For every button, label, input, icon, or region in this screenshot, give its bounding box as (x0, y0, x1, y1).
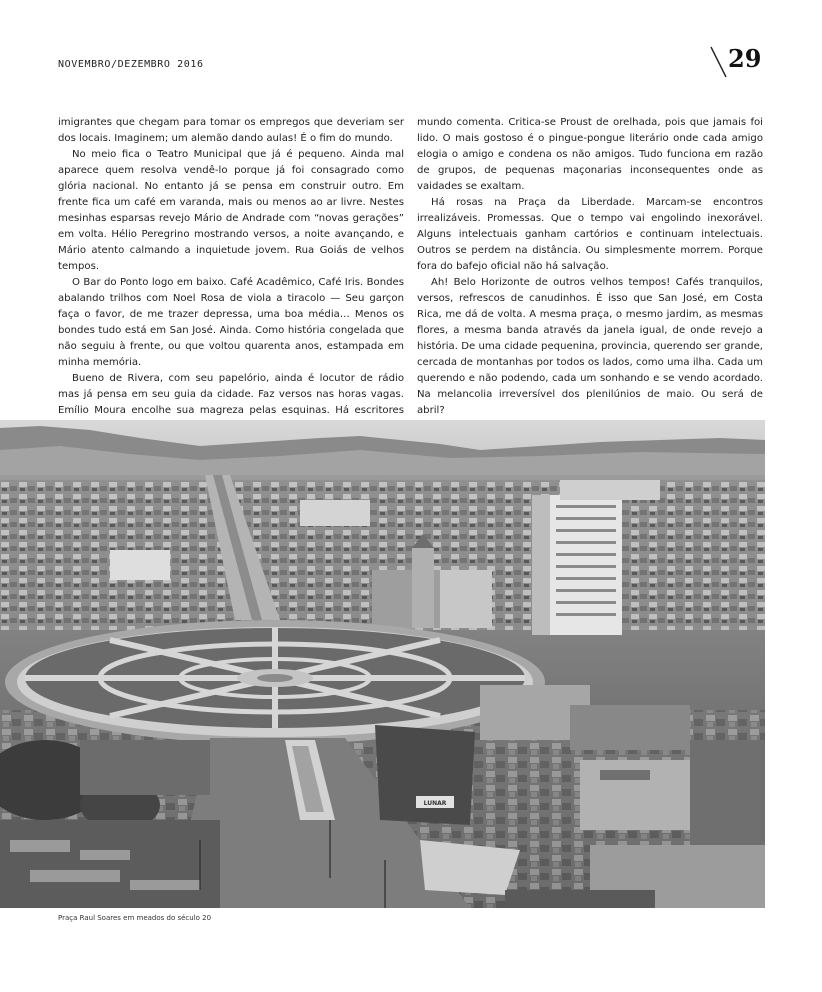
paragraph: imigrantes que chegam para tomar os empregos que deveriam ser dos locais. Imaginem; um alemão dando aulas! É o fim do mundo. (58, 117, 404, 144)
historic-city-photo (0, 420, 765, 908)
paragraph: Bueno de Rivera, com seu papelório, ainda é locutor de rádio mas já pensa em seu guia da cidade. Faz versos nas horas vagas. Emílio Moura encolhe sua magreza pelas esquinas. Há escritores (58, 373, 404, 416)
header-slash-divider (708, 46, 730, 78)
article-column-left (58, 115, 404, 467)
photo-caption: Praça Raul Soares em meados do século 20 (58, 914, 212, 922)
paragraph: mundo comenta. Critica-se Proust de orelhada, pois que jamais foi lido. O mais gostoso é o pingue-pongue literário onde cada amigo elogia o amigo e condena os não amigos. Tudo funciona em razão de grupos, de pequenas maçonarias inconsequentes onde as vaidades se exaltam. (417, 117, 763, 192)
article-column-right (417, 115, 763, 451)
paragraph: Há rosas na Praça da Liberdade. Marcam-se encontros irrealizáveis. Promessas. Que o tempo vai engolindo inexorável. Alguns intelectuais ganham cartórios e continuam intelectuais. Outros se perdem na distância. Ou simplesmente morrem. Porque fora do bafejo oficial não há salvação. (417, 197, 763, 272)
paragraph: Ah! Belo Horizonte de outros velhos tempos! Cafés tranquilos, versos, refrescos de canudinhos. É isso que San José, em Costa Rica, me dá de volta. A mesma praça, o mesmo jardim, as mesmas flores, a mesma banda através da janela igual, de onde revejo a história. De uma cidade pequenina, provincia, querendo ser grande, cercada de montanhas por todos os lados, como uma ilha. Cada um querendo e não podendo, cada um sonhando e se vendo acordado. Na melancolia irreversível dos plenilúnios de maio. Ou será de abril? (417, 277, 763, 416)
photo-sign-text: LUNAR (423, 800, 447, 807)
paragraph: No meio fica o Teatro Municipal que já é pequeno. Ainda mal aparece quem resolva vendê-lo porque já foi consagrado como glória nacional. No entanto já se pensa em construir outro. Em frente fica um café em varanda, mais ou menos ao ar livre. Nestes mesinhas esparsas revejo Mário de Andrade com “novas gerações” em volta. Hélio Peregrino mostrando versos, a noite avançando, e Mário atento calmando a inquietude jovem. Rua Goiás de velhos tempos. (58, 149, 404, 272)
page-number: 29 (728, 44, 762, 73)
paragraph: O Bar do Ponto logo em baixo. Café Acadêmico, Café Iris. Bondes abalando trilhos com Noel Rosa de viola a tiracolo — Seu garçon faça o favor, de me trazer depressa, uma boa média… Menos os bondes tudo está em San José. Ainda. Como história congelada que não seguiu à frente, ou que voltou quarenta anos, estampada em minha memória. (58, 277, 404, 368)
issue-date: NOVEMBRO/DEZEMBRO 2016 (58, 59, 204, 70)
